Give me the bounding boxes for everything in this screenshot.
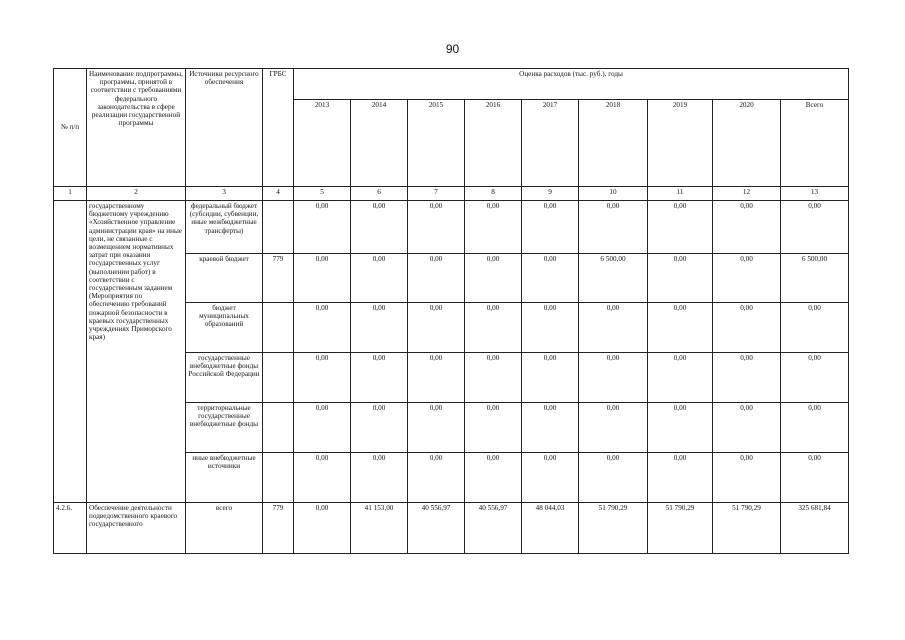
value-cell: 0,00: [522, 453, 579, 503]
value-cell: 51 790,29: [648, 503, 713, 554]
index-row: [54, 187, 849, 201]
value-cell: 0,00: [465, 403, 522, 453]
table-row: [54, 503, 849, 554]
value-cell: 41 153,00: [351, 503, 408, 554]
index-cell: 8: [465, 187, 522, 201]
header-year: 2013: [294, 100, 351, 187]
value-cell: 48 044,03: [522, 503, 579, 554]
header-grbs: ГРБС: [263, 69, 294, 187]
page-number: 90: [445, 42, 460, 56]
grbs-cell: [263, 303, 294, 353]
value-cell: 6 500,00: [579, 254, 648, 303]
value-cell: 0,00: [522, 353, 579, 403]
value-cell: 0,00: [648, 303, 713, 353]
value-cell: 0,00: [294, 503, 351, 554]
value-cell: 0,00: [408, 303, 465, 353]
value-cell: 0,00: [648, 403, 713, 453]
source-cell: федеральный бюджет (субсидии, субвенции, иные межбюджетные трансферты): [186, 201, 263, 254]
grbs-cell: [263, 403, 294, 453]
value-cell: 0,00: [351, 303, 408, 353]
source-cell: государственные внебюджетные фонды Российской Федерации: [186, 353, 263, 403]
total-cell: 0,00: [781, 201, 849, 254]
value-cell: 0,00: [713, 254, 781, 303]
value-cell: 0,00: [648, 254, 713, 303]
value-cell: 0,00: [713, 403, 781, 453]
value-cell: 0,00: [408, 453, 465, 503]
value-cell: 0,00: [408, 201, 465, 254]
value-cell: 0,00: [579, 453, 648, 503]
value-cell: 0,00: [579, 201, 648, 254]
value-cell: 0,00: [408, 403, 465, 453]
value-cell: 0,00: [648, 453, 713, 503]
total-cell: 0,00: [781, 303, 849, 353]
value-cell: 0,00: [351, 353, 408, 403]
source-cell: территориальные государственные внебюджетные фонды: [186, 403, 263, 453]
value-cell: 0,00: [408, 353, 465, 403]
index-cell: 3: [186, 187, 263, 201]
header-year: 2019: [648, 100, 713, 187]
index-cell: 1: [54, 187, 87, 201]
value-cell: 40 556,97: [465, 503, 522, 554]
header-num: № п/п: [54, 69, 87, 187]
grbs-cell: 779: [263, 254, 294, 303]
total-cell: 0,00: [781, 353, 849, 403]
value-cell: 0,00: [713, 453, 781, 503]
row-num: [54, 201, 87, 503]
value-cell: 0,00: [579, 403, 648, 453]
index-cell: 7: [408, 187, 465, 201]
value-cell: 0,00: [351, 201, 408, 254]
header-total: Всего: [781, 100, 849, 187]
index-cell: 12: [713, 187, 781, 201]
header-year: 2016: [465, 100, 522, 187]
index-cell: 13: [781, 187, 849, 201]
value-cell: 0,00: [294, 453, 351, 503]
index-cell: 2: [87, 187, 186, 201]
value-cell: 0,00: [465, 254, 522, 303]
source-cell: всего: [186, 503, 263, 554]
value-cell: 51 790,29: [713, 503, 781, 554]
value-cell: 0,00: [522, 201, 579, 254]
value-cell: 0,00: [294, 303, 351, 353]
source-cell: бюджет муниципальных образований: [186, 303, 263, 353]
header-source: Источники ресурсного обеспечения: [186, 69, 263, 187]
table-row: [54, 201, 849, 254]
total-cell: 6 500,00: [781, 254, 849, 303]
value-cell: 0,00: [351, 403, 408, 453]
value-cell: 0,00: [648, 201, 713, 254]
index-cell: 9: [522, 187, 579, 201]
value-cell: 40 556,97: [408, 503, 465, 554]
value-cell: 0,00: [522, 303, 579, 353]
total-cell: 0,00: [781, 403, 849, 453]
header-year: 2017: [522, 100, 579, 187]
index-cell: 6: [351, 187, 408, 201]
source-cell: краевой бюджет: [186, 254, 263, 303]
header-estimate: Оценка расходов (тыс. руб.), годы: [294, 69, 849, 100]
value-cell: 0,00: [294, 254, 351, 303]
value-cell: 0,00: [579, 353, 648, 403]
grbs-cell: [263, 201, 294, 254]
header-year: 2020: [713, 100, 781, 187]
total-cell: 0,00: [781, 453, 849, 503]
value-cell: 0,00: [713, 353, 781, 403]
header-name: Наименование подпрограммы, программы, принятой в соответствии с требованиями федерального законодательства в сфере реализации государственной программы: [87, 69, 186, 187]
value-cell: 0,00: [294, 201, 351, 254]
index-cell: 4: [263, 187, 294, 201]
value-cell: 0,00: [713, 201, 781, 254]
grbs-cell: [263, 353, 294, 403]
value-cell: 51 790,29: [579, 503, 648, 554]
header-year: 2014: [351, 100, 408, 187]
index-cell: 11: [648, 187, 713, 201]
value-cell: 0,00: [465, 303, 522, 353]
value-cell: 0,00: [294, 403, 351, 453]
budget-table: [53, 68, 849, 554]
value-cell: 0,00: [522, 403, 579, 453]
value-cell: 0,00: [351, 453, 408, 503]
index-cell: 10: [579, 187, 648, 201]
value-cell: 0,00: [648, 353, 713, 403]
value-cell: 0,00: [579, 303, 648, 353]
row-num: 4.2.6.: [54, 503, 87, 554]
value-cell: 0,00: [408, 254, 465, 303]
value-cell: 0,00: [465, 453, 522, 503]
source-cell: иные внебюджетные источники: [186, 453, 263, 503]
header-year: 2015: [408, 100, 465, 187]
total-cell: 325 681,84: [781, 503, 849, 554]
item-name: государственному бюджетному учреждению «Хозяйственное управление администрации края» на иные цели, не связанные с возмещением нормативных затрат при оказании государственных услуг (выполнении работ) в соответствии с государственным заданием (Мероприятия по обеспечению требований пожарной безопасности в краевых государственных учреждениях Приморского края): [87, 201, 186, 503]
item-name: Обеспечение деятельности подведомственного краевого государственного: [87, 503, 186, 554]
value-cell: 0,00: [351, 254, 408, 303]
value-cell: 0,00: [294, 353, 351, 403]
header-year: 2018: [579, 100, 648, 187]
value-cell: 0,00: [465, 201, 522, 254]
index-cell: 5: [294, 187, 351, 201]
value-cell: 0,00: [522, 254, 579, 303]
value-cell: 0,00: [713, 303, 781, 353]
grbs-cell: 779: [263, 503, 294, 554]
value-cell: 0,00: [465, 353, 522, 403]
grbs-cell: [263, 453, 294, 503]
